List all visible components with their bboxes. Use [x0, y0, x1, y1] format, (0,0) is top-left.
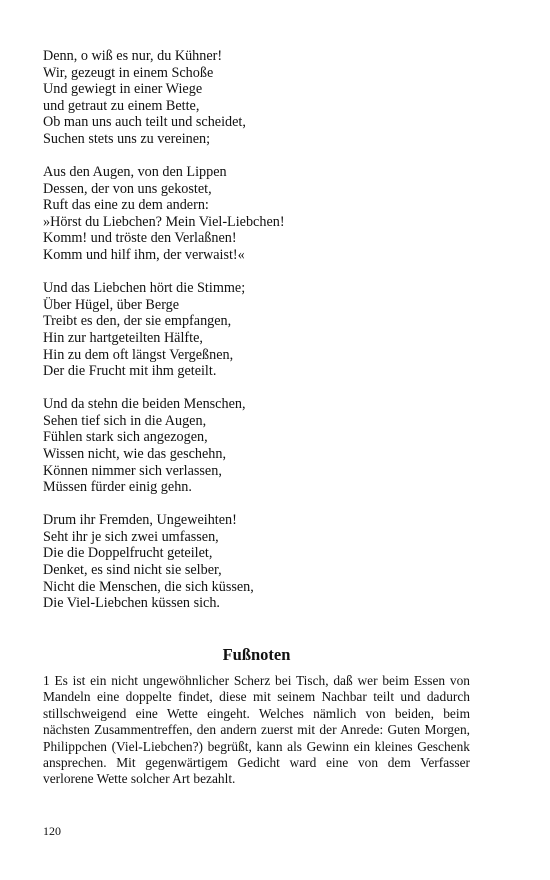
poem-line: Wissen nicht, wie das geschehn,: [43, 445, 227, 462]
poem-line: Der die Frucht mit ihm geteilt.: [43, 363, 217, 380]
poem-line: Über Hügel, über Berge: [43, 296, 180, 313]
poem-line: Ruft das eine zu dem andern:: [43, 197, 209, 214]
poem-line: Sehen tief sich in die Augen,: [43, 412, 207, 429]
poem-line: Und das Liebchen hört die Stimme;: [43, 280, 246, 297]
poem-line: Suchen stets uns zu vereinen;: [43, 130, 211, 147]
poem-line: Hin zur hartgeteilten Hälfte,: [43, 329, 203, 346]
poem-body: [43, 48, 470, 628]
poem-line: »Hörst du Liebchen? Mein Viel-Liebchen!: [43, 213, 285, 230]
poem-line: Die die Doppelfrucht geteilet,: [43, 545, 213, 562]
poem-line: Drum ihr Fremden, Ungeweihten!: [43, 512, 237, 529]
poem-line: Müssen fürder einig gehn.: [43, 479, 192, 496]
page-number: 120: [43, 824, 61, 838]
poem-line: Hin zu dem oft längst Vergeßnen,: [43, 346, 234, 363]
poem-line: Die Viel-Liebchen küssen sich.: [43, 595, 220, 612]
poem-line: und getraut zu einem Bette,: [43, 97, 200, 114]
poem-line: Komm! und tröste den Verlaßnen!: [43, 230, 237, 247]
poem-line: Können nimmer sich verlassen,: [43, 462, 222, 479]
footnotes-section: [43, 645, 470, 788]
stanza-3: [43, 280, 470, 380]
footnote-text: 1 Es ist ein nicht ungewöhnlicher Scherz bei Tisch, daß wer beim Essen von Mandeln eine doppelte findet, diese mit seinem Nachbar teilt und dadurch stillschweigend eine Wette eingeht. Welches nämlich von beiden, beim nächsten Zusammentreffen, den andern zuerst mit der Anrede: Guten Morgen, Philippchen (Viel-Liebchen?) begrüßt, kann als Gewinn ein kleines Geschenk ansprechen. Mit gegenwärtigem Gedicht ward eine von dem Verfasser verlorene Wette solcher Art bezahlt.: [43, 673, 470, 787]
stanza-4: [43, 396, 470, 496]
poem-line: Aus den Augen, von den Lippen: [43, 164, 227, 181]
stanza-2: [43, 164, 470, 264]
poem-line: Und da stehn die beiden Menschen,: [43, 396, 246, 413]
footnotes-heading: Fußnoten: [222, 645, 291, 664]
poem-line: Nicht die Menschen, die sich küssen,: [43, 578, 254, 595]
poem-line: Wir, gezeugt in einem Schoße: [43, 64, 214, 81]
poem-line: Denn, o wiß es nur, du Kühner!: [43, 48, 223, 64]
poem-line: Dessen, der von uns gekostet,: [43, 180, 212, 197]
poem-line: Fühlen stark sich angezogen,: [43, 429, 208, 446]
poem-line: Ob man uns auch teilt und scheidet,: [43, 114, 246, 131]
stanza-1: [43, 48, 470, 148]
poem-line: Seht ihr je sich zwei umfassen,: [43, 528, 219, 545]
poem-line: Treibt es den, der sie empfangen,: [43, 313, 232, 330]
poem-line: Komm und hilf ihm, der verwaist!«: [43, 247, 245, 264]
poem-line: Und gewiegt in einer Wiege: [43, 81, 203, 98]
poem-line: Denket, es sind nicht sie selber,: [43, 562, 222, 579]
stanza-5: [43, 512, 470, 612]
